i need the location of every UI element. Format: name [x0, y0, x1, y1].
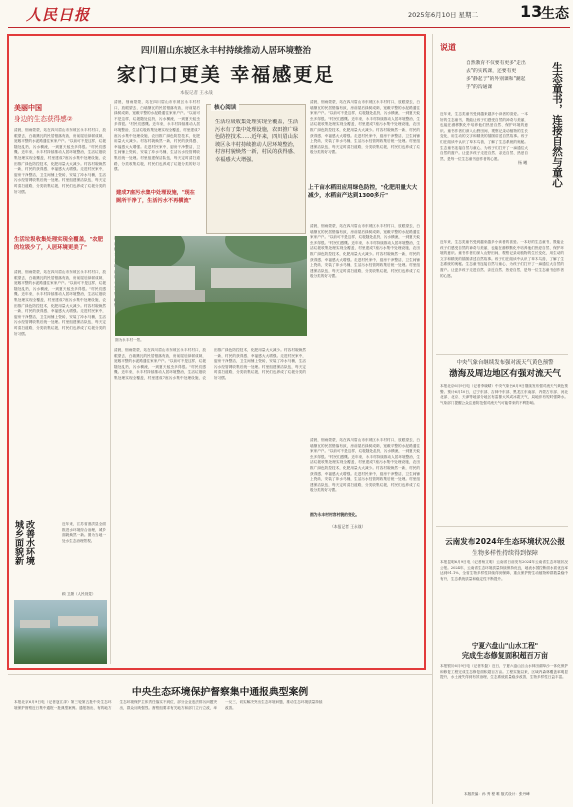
- main-story-headline: 家门口更美 幸福感更足: [116, 64, 336, 86]
- main-story-note: （本报记者 王永战）: [330, 524, 366, 529]
- side-story-headline-text: 改善水环境 城乡面貌新: [13, 520, 34, 565]
- editor-note: 图为永丰村村容村貌的变化。: [310, 512, 360, 517]
- news-1-subheadline: 渤海及周边地区有强对流天气: [449, 369, 561, 379]
- subheading-3: 上千亩水稻田应用绿色防控，"化肥用量大大减少，水稻亩产达到1300多斤": [308, 185, 418, 199]
- column-label: 说道: [440, 43, 456, 52]
- news-2-body: 本报昆明6月9日电（记者杨文明）云南省日前发布2024年云南省生态环境状况公报。2024年，云南省生态环境质量持续保持优良，地表水国控断面水质优良率达到91.1%，全省生物多样性持续得到保障，重点保护野生动植物种群数量稳中有升，生态系统质量和稳定性不断提升。: [440, 560, 568, 581]
- page-number: 13: [520, 2, 543, 21]
- core-reading-box: [206, 104, 306, 234]
- column-author: 杨 曦: [518, 160, 528, 165]
- section-label: 美丽中国: [14, 104, 42, 112]
- main-story-body-col4b: 清晨，细雨蒙蒙，站在四川眉山市东坡区永丰村村口，放眼望去，白墙黛瓦的民居错落有致，房前屋后绿树成荫，宽敞平整的水泥路通往家家户户。"以前可不是这样，垃圾随处乱扔，污水横流，一到夏天蚊虫多得很。"村民们感慨。近年来，永丰村持续推动人居环境整治，生活垃圾收集处理实现全覆盖，村里建成7座污水集中处理设施，农田推广绿色防控技术，化肥用量大大减少。村容村貌焕然一新，村民的获得感、幸福感大大增强。走进村民家中，厨房干净整洁，卫生间铺上瓷砖，安装了冲水马桶，生活污水经管网收集后统一处理。村里组建保洁队伍，每天定时清扫道路，分类收集垃圾，村民们也养成了垃圾分类的好习惯。: [310, 224, 420, 279]
- subheading-1: 生活垃圾收集处理实现全覆盖，"农肥的垃圾少了，人居环境更美了": [14, 237, 104, 251]
- main-story-body-col4c: 清晨，细雨蒙蒙，站在四川眉山市东坡区永丰村村口，放眼望去，白墙黛瓦的民居错落有致，房前屋后绿树成荫，宽敞平整的水泥路通往家家户户。"以前可不是这样，垃圾随处乱扔，污水横流，一到夏天蚊虫多得很。"村民们感慨。近年来，永丰村持续推动人居环境整治，生活垃圾收集处理实现全覆盖，村里建成7座污水集中处理设施，农田推广绿色防控技术，化肥用量大大减少。村容村貌焕然一新，村民的获得感、幸福感大大增强。走进村民家中，厨房干净整洁，卫生间铺上瓷砖，安装了冲水马桶，生活污水经管网收集后统一处理。村里组建保洁队伍，每天定时清扫道路，分类收集垃圾，村民们也养成了垃圾分类的好习惯。: [310, 438, 420, 493]
- masthead: [0, 0, 573, 30]
- news-2-headline: 云南发布2024年生态环境状况公报: [445, 537, 565, 546]
- side-story-byline: 顾 卫摄（人民视觉）: [62, 592, 96, 596]
- river-photo: [14, 600, 107, 664]
- main-story-body-lower: 清晨，细雨蒙蒙，站在四川眉山市东坡区永丰村村口，放眼望去，白墙黛瓦的民居错落有致，房前屋后绿树成荫，宽敞平整的水泥路通往家家户户。"以前可不是这样，垃圾随处乱扔，污水横流，一到夏天蚊虫多得很。"村民们感慨。近年来，永丰村持续推动人居环境整治，生活垃圾收集处理实现全覆盖，村里建成7座污水集中处理设施，农田推广绿色防控技术，化肥用量大大减少。村容村貌焕然一新，村民的获得感、幸福感大大增强。走进村民家中，厨房干净整洁，卫生间铺上瓷砖，安装了冲水马桶，生活污水经管网收集后统一处理。村里组建保洁队伍，每天定时清扫道路，分类收集垃圾，村民们也养成了垃圾分类的好习惯。: [114, 348, 306, 380]
- column-teaser: 自然教育不仅要有更多"走出去"的实践课，还要有更多"静起于"的外别课和"潮起手"的沟通课: [466, 61, 526, 90]
- column-title: 生态童书，连接自然与童心: [551, 62, 563, 188]
- main-story-byline: 本报记者 王永战: [180, 91, 213, 96]
- photo-caption: 图为永丰村一景。: [115, 338, 144, 342]
- side-story-caption: 近年来，江苏省泗洪县全面推进水环境综合治理，城乡面貌焕然一新。图为当地一处水生态治理景观。: [62, 522, 106, 543]
- issue-date: 2025年6月10日 星期二: [408, 11, 479, 19]
- main-story-kicker: 四川眉山东坡区永丰村持续推动人居环境整治: [140, 46, 311, 56]
- main-story-body-col4: 清晨，细雨蒙蒙，站在四川眉山市东坡区永丰村村口，放眼望去，白墙黛瓦的民居错落有致，房前屋后绿树成荫，宽敞平整的水泥路通往家家户户。"以前可不是这样，垃圾随处乱扔，污水横流，一到夏天蚊虫多得很。"村民们感慨。近年来，永丰村持续推动人居环境整治，生活垃圾收集处理实现全覆盖，村里建成7座污水集中处理设施，农田推广绿色防控技术，化肥用量大大减少。村容村貌焕然一新，村民的获得感、幸福感大大增强。走进村民家中，厨房干净整洁，卫生间铺上瓷砖，安装了冲水马桶，生活污水经管网收集后统一处理。村里组建保洁队伍，每天定时清扫道路，分类收集垃圾，村民们也养成了垃圾分类的好习惯。: [310, 100, 420, 155]
- main-story-body-col2: 清晨，细雨蒙蒙，站在四川眉山市东坡区永丰村村口，放眼望去，白墙黛瓦的民居错落有致，房前屋后绿树成荫，宽敞平整的水泥路通往家家户户。"以前可不是这样，垃圾随处乱扔，污水横流，一到夏天蚊虫多得很。"村民们感慨。近年来，永丰村持续推动人居环境整治，生活垃圾收集处理实现全覆盖，村里建成7座污水集中处理设施，农田推广绿色防控技术，化肥用量大大减少。村容村貌焕然一新，村民的获得感、幸福感大大增强。走进村民家中，厨房干净整洁，卫生间铺上瓷砖，安装了冲水马桶，生活污水经管网收集后统一处理。村里组建保洁队伍，每天定时清扫道路，分类收集垃圾，村民们也养成了垃圾分类的好习惯。: [114, 100, 200, 172]
- column-body-2: 近年来，生态类童书受到越来越多小读者的喜爱。一本好的生态童书，既能让孩子们感受自然的神奇与美丽，也能在潜移默化中培养他们热爱自然、保护环境的意识。童书作者们深入山野田间，观察记录动植物的生长变化，用生动的文字和精美的插图讲述自然故事。孩子们在阅读中认识了草木鸟兽，了解了生态系统的奥秘。生态童书连接自然与童心，为孩子们打开了一扇通往大自然的窗户。让更多孩子走进自然、亲近自然、热爱自然，是每一位生态童书创作者的心愿。: [440, 240, 564, 278]
- core-reading-text: 生活垃圾收集处理实现全覆盖，生活污水有了集中处理设施，农田推广绿色防控技术……近年来，四川眉山东坡区永丰村持续推动人居环境整治，村容村貌焕然一新，村民的获得感、幸福感大大增强。: [215, 119, 299, 163]
- column-body: 近年来，生态类童书受到越来越多小读者的喜爱。一本好的生态童书，既能让孩子们感受自然的神奇与美丽，也能在潜移默化中培养他们热爱自然、保护环境的意识。童书作者们深入山野田间，观察记录动植物的生长变化，用生动的文字和精美的插图讲述自然故事。孩子们在阅读中认识了草木鸟兽，了解了生态系统的奥秘。生态童书连接自然与童心，为孩子们打开了一扇通往大自然的窗户。让更多孩子走进自然、亲近自然、热爱自然，是每一位生态童书创作者的心愿。: [440, 112, 528, 161]
- right-divider: [432, 34, 433, 804]
- news-1-rule: [436, 354, 568, 355]
- column-divider: [110, 104, 111, 664]
- section-sub: 身边的生态获得感②: [14, 115, 73, 123]
- village-photo: [115, 236, 307, 336]
- newspaper-logo: 人民日报: [26, 6, 91, 24]
- news-2-rule: [436, 526, 568, 527]
- page-credits: 本版责编：孙 秀 程 唯 版式设计：张丹峰: [464, 792, 530, 796]
- news-3-body: 本报银川6月9日电（记者朱磊）近日，宁夏六盘山区山水林田湖草沙一体化保护和修复工程完成生态修复面积超百万亩。工程实施以来，区域内森林覆盖率明显提升，水土流失得到有效治理，生态系统质量稳步改善，生物多样性日益丰富。: [440, 664, 568, 680]
- news-1-headline: 中央气象台继续发布强对流天气黄色预警: [456, 360, 554, 366]
- subheading-2: 建成7座污水集中处理设施，"现在厕所干净了，生活污水不再横流": [116, 190, 195, 204]
- bottom-story-body: 本报北京6月9日电（记者寇江泽）第三轮第五批中央生态环境保护督察近日集中通报一批典型案例。通报指出，有的地方生态环境保护主体责任落实不到位，部分企业违法排污问题突出，群众反映强烈。督察组要求有关地方和部门立行立改，举一反三，切实解决突出生态环境问题，推动生态环境质量持续改善。: [14, 700, 323, 710]
- bottom-story-headline: 中央生态环境保护督察集中通报典型案例: [131, 687, 309, 698]
- bottom-rule: [8, 674, 432, 675]
- masthead-rule: [8, 27, 570, 28]
- news-2-subheadline: 生物多样性持续得到保障: [471, 550, 538, 557]
- news-1-body: 本报北京6月9日电（记者李晓晴）中央气象台6月9日继续发布强对流天气黄色预警。预计6月10日，辽宁东部、吉林中东部、黑龙江东南部、内蒙古东部、河北北部、北京、天津等地部分地区有雷暴大风或冰雹天气，局地伴有短时强降水。气象部门提醒公众注意防范强对流天气可能带来的不利影响。: [440, 384, 568, 405]
- core-reading-label: 核心阅读: [211, 103, 239, 111]
- news-3-headline: 宁夏六盘山"山水工程": [471, 642, 539, 650]
- news-3-subheadline: 完成生态修复面积超百万亩: [461, 651, 549, 660]
- page-name: 生态: [541, 6, 569, 22]
- main-story-body-col1b: 清晨，细雨蒙蒙，站在四川眉山市东坡区永丰村村口，放眼望去，白墙黛瓦的民居错落有致，房前屋后绿树成荫，宽敞平整的水泥路通往家家户户。"以前可不是这样，垃圾随处乱扔，污水横流，一到夏天蚊虫多得很。"村民们感慨。近年来，永丰村持续推动人居环境整治，生活垃圾收集处理实现全覆盖，村里建成7座污水集中处理设施，农田推广绿色防控技术，化肥用量大大减少。村容村貌焕然一新，村民的获得感、幸福感大大增强。走进村民家中，厨房干净整洁，卫生间铺上瓷砖，安装了冲水马桶，生活污水经管网收集后统一处理。村里组建保洁队伍，每天定时清扫道路，分类收集垃圾，村民们也养成了垃圾分类的好习惯。: [14, 270, 106, 336]
- main-story-body-col1: 清晨，细雨蒙蒙，站在四川眉山市东坡区永丰村村口，放眼望去，白墙黛瓦的民居错落有致，房前屋后绿树成荫，宽敞平整的水泥路通往家家户户。"以前可不是这样，垃圾随处乱扔，污水横流，一到夏天蚊虫多得很。"村民们感慨。近年来，永丰村持续推动人居环境整治，生活垃圾收集处理实现全覆盖，村里建成7座污水集中处理设施，农田推广绿色防控技术，化肥用量大大减少。村容村貌焕然一新，村民的获得感、幸福感大大增强。走进村民家中，厨房干净整洁，卫生间铺上瓷砖，安装了冲水马桶，生活污水经管网收集后统一处理。村里组建保洁队伍，每天定时清扫道路，分类收集垃圾，村民们也养成了垃圾分类的好习惯。: [14, 128, 106, 194]
